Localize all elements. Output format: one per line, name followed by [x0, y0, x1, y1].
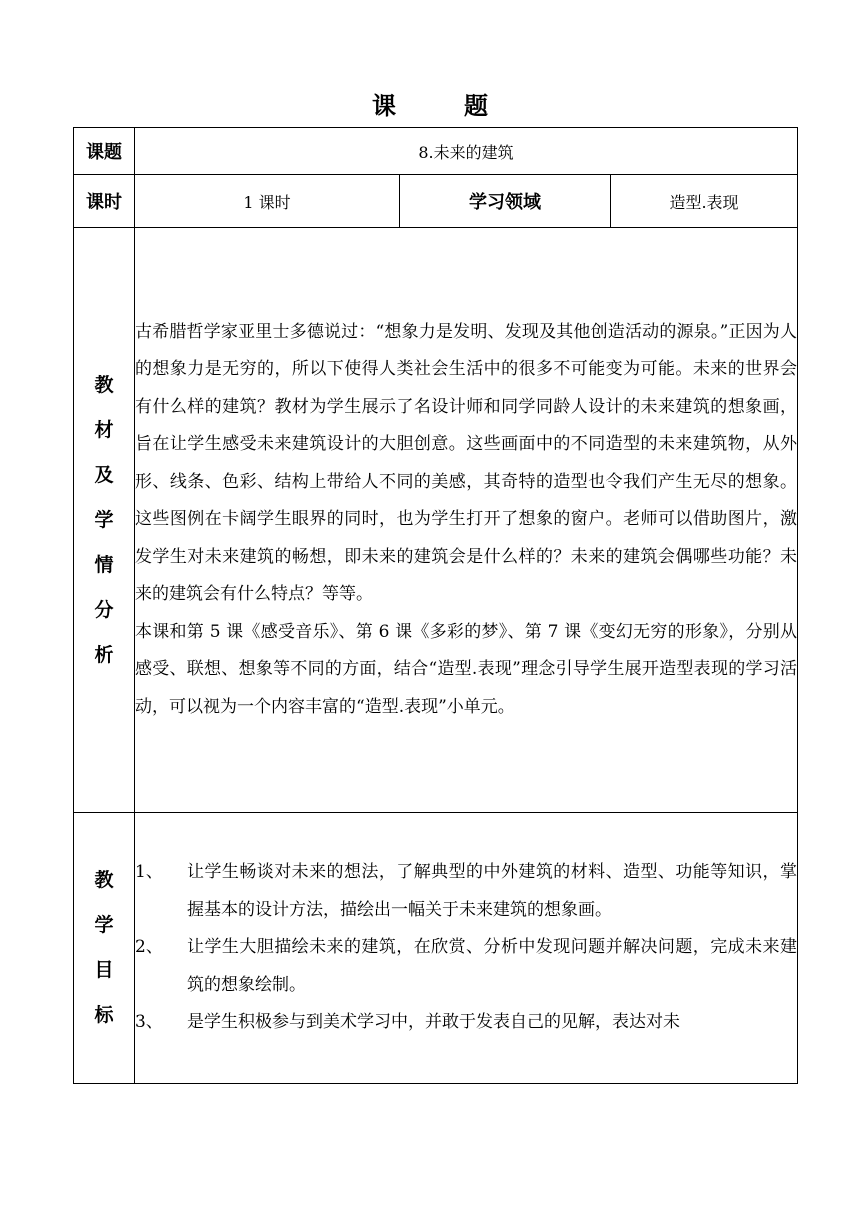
analysis-label [74, 228, 135, 813]
goal-item [135, 854, 797, 929]
goal-text: 让学生大胆描绘未来的建筑，在欣赏、分析中发现问题并解决问题，完成未来建筑的想象绘制。 [187, 937, 797, 995]
analysis-label-char: 教 [94, 373, 114, 396]
hours-value: 1 课时 [135, 175, 400, 228]
goal-item [135, 1004, 797, 1042]
analysis-label-char: 及 [94, 463, 114, 486]
goal-number: 3、 [135, 1012, 163, 1033]
topic-label: 课题 [74, 128, 135, 175]
goals-label-char: 目 [94, 959, 114, 981]
domain-label: 学习领域 [400, 175, 611, 228]
goals-label [74, 813, 135, 1084]
goal-item [135, 929, 797, 1004]
analysis-label-char: 情 [94, 553, 114, 576]
analysis-paragraph: 本课和第 5 课《感受音乐》、第 6 课《多彩的梦》、第 7 课《变幻无穷的形象》，分别从感受、联想、想象等不同的方面，结合“造型.表现”理念引导学生展开造型表现的学习活动，可以视为一个内容丰富的“造型.表现”小单元。 [135, 621, 797, 717]
hours-row [74, 175, 798, 228]
page-title: 课 题 [372, 91, 510, 120]
analysis-label-char: 材 [94, 418, 114, 441]
analysis-paragraph: 古希腊哲学家亚里士多德说过：“想象力是发明、发现及其他创造活动的源泉。”正因为人的想象力是无穷的，所以下使得人类社会生活中的很多不可能变为可能。未来的世界会有什么样的建筑？教材为学生展示了名设计师和同学同龄人设计的未来建筑的想象画，旨在让学生感受未来建筑设计的大胆创意。这些画面中的不同造型的未来建筑物，从外形、线条、色彩、结构上带给人不同的美感，其奇特的造型也令我们产生无尽的想象。这些图例在卡阔学生眼界的同时，也为学生打开了想象的窗户。老师可以借助图片，激发学生对未来建筑的畅想，即未来的建筑会是什么样的？未来的建筑会偶哪些功能？未来的建筑会有什么特点？等等。 [135, 321, 797, 605]
goals-label-char: 标 [94, 1004, 114, 1026]
goal-number: 1、 [135, 862, 163, 883]
analysis-label-char: 析 [94, 643, 114, 666]
analysis-label-char: 学 [94, 508, 114, 531]
analysis-label-char: 分 [94, 598, 114, 621]
analysis-content [135, 228, 798, 813]
goal-text: 让学生畅谈对未来的想法，了解典型的中外建筑的材料、造型、功能等知识，掌握基本的设计方法，描绘出一幅关于未来建筑的想象画。 [187, 862, 797, 920]
goals-content [135, 813, 798, 1084]
goal-text: 是学生积极参与到美术学习中，并敢于发表自己的见解，表达对未 [187, 1012, 680, 1033]
topic-value: 8.未来的建筑 [135, 128, 798, 175]
hours-label: 课时 [74, 175, 135, 228]
domain-value: 造型.表现 [611, 175, 798, 228]
goal-number: 2、 [135, 937, 163, 958]
analysis-row [74, 228, 798, 813]
goals-label-char: 教 [94, 869, 114, 891]
lesson-plan-table [73, 127, 798, 1084]
goals-label-char: 学 [94, 914, 114, 936]
goals-row [74, 813, 798, 1084]
topic-row [74, 128, 798, 175]
